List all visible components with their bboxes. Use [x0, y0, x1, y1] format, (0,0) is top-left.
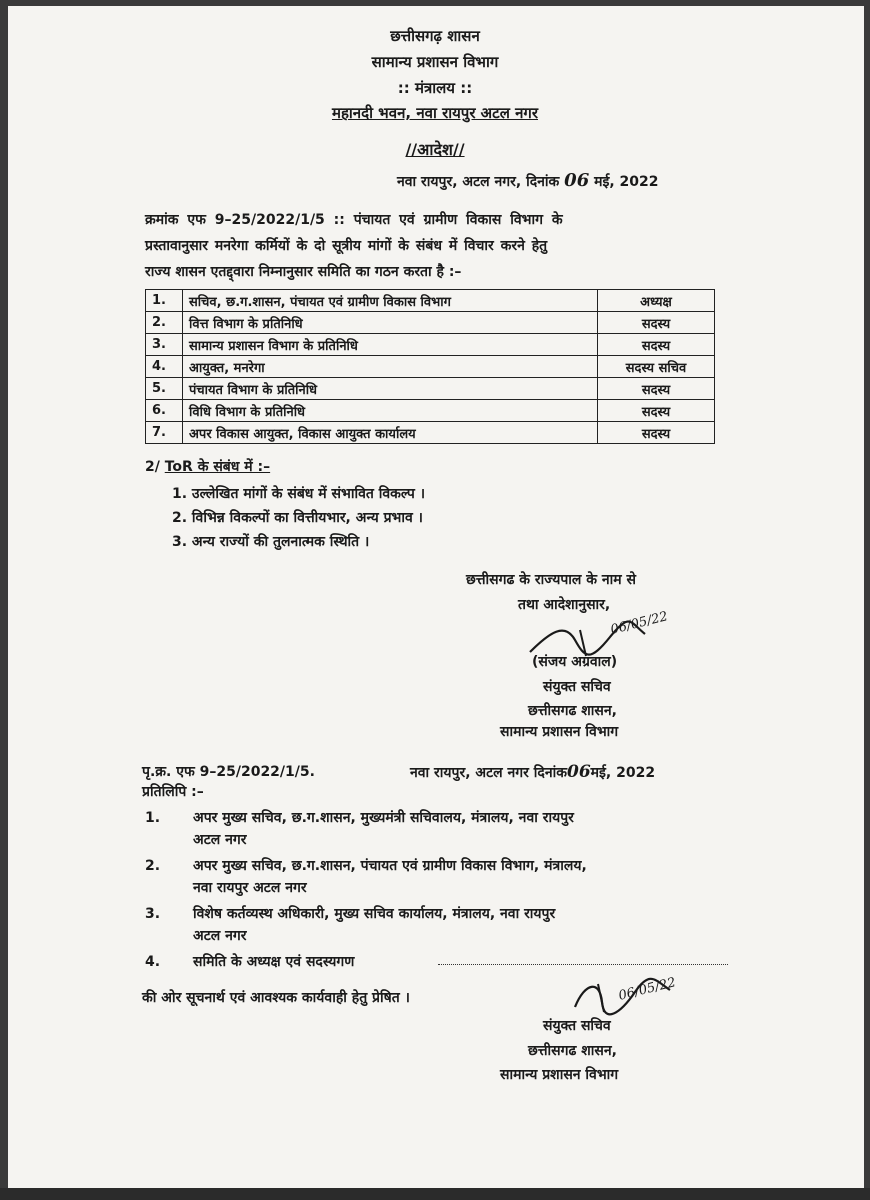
copy-item-line: अपर मुख्य सचिव, छ.ग.शासन, पंचायत एवं ग्रामीण विकास विभाग, मंत्रालय, [193, 858, 587, 874]
member-name: पंचायत विभाग के प्रतिनिधि [183, 378, 598, 400]
member-role: सदस्य [598, 378, 715, 400]
intro-line-3: राज्य शासन एतद्द्वारा निम्नानुसार समिति का गठन करता है :– [145, 264, 462, 280]
row-number: 5. [146, 378, 183, 400]
header-government: छत्तीसगढ़ शासन [390, 27, 480, 45]
authority-line-2: तथा आदेशानुसार, [518, 597, 611, 613]
tor-item: 2. विभिन्न विकल्पों का वित्तीयभार, अन्य प्रभाव । [172, 510, 423, 526]
table-row [146, 312, 715, 334]
copy-label: प्रतिलिपि :– [142, 784, 204, 800]
order-title: //आदेश// [405, 140, 465, 159]
copy-reference: पृ.क्र. एफ 9–25/2022/1/5. [142, 764, 315, 780]
header-department: सामान्य प्रशासन विभाग [371, 53, 499, 71]
copy-item-number: 3. [145, 906, 161, 922]
order-date-text: नवा रायपुर, अटल नगर, दिनांक [397, 174, 560, 190]
authority-line-1: छत्तीसगढ के राज्यपाल के नाम से [466, 572, 636, 588]
row-number: 4. [146, 356, 183, 378]
tor-heading-text: ToR के संबंध में :– [164, 459, 271, 475]
copy-item-line: नवा रायपुर अटल नगर [193, 880, 307, 896]
table-row [146, 400, 715, 422]
row-number: 1. [146, 290, 183, 312]
copy-date [410, 762, 655, 782]
copy-item-number: 2. [145, 858, 161, 874]
table-row [146, 334, 715, 356]
signatory-state: छत्तीसगढ शासन, [528, 1043, 617, 1059]
signatory-dept: सामान्य प्रशासन विभाग [500, 724, 619, 740]
copy-item-line: समिति के अध्यक्ष एवं सदस्यगण [193, 954, 355, 970]
member-name: विधि विभाग के प्रतिनिधि [183, 400, 598, 422]
copy-item-line: अपर मुख्य सचिव, छ.ग.शासन, मुख्यमंत्री सचिवालय, मंत्रालय, नवा रायपुर [193, 810, 574, 826]
signature-date-2: 06/05/22 [617, 975, 678, 1004]
dotted-fill-line [438, 964, 728, 965]
row-number: 6. [146, 400, 183, 422]
screen-bottom-edge [0, 1188, 870, 1200]
row-number: 7. [146, 422, 183, 444]
row-number: 3. [146, 334, 183, 356]
tor-heading-number: 2/ [145, 459, 160, 475]
tor-heading [145, 457, 270, 476]
header-mantralaya: :: मंत्रालय :: [397, 79, 473, 97]
committee-table [145, 289, 715, 444]
copy-date-suffix: मई, 2022 [590, 765, 656, 781]
copy-item-number: 1. [145, 810, 161, 826]
signatory-designation: संयुक्त सचिव [543, 679, 611, 695]
table-row [146, 356, 715, 378]
table-row [146, 378, 715, 400]
copy-date-text: नवा रायपुर, अटल नगर दिनांक [410, 765, 567, 781]
order-date [397, 170, 659, 191]
table-row [146, 290, 715, 312]
row-number: 2. [146, 312, 183, 334]
signature-date-1: 06/05/22 [609, 609, 670, 638]
order-date-handwritten: 06 [564, 170, 590, 191]
copy-item-line: विशेष कर्तव्यस्थ अधिकारी, मुख्य सचिव कार्यालय, मंत्रालय, नवा रायपुर [193, 906, 556, 922]
member-role: अध्यक्ष [598, 290, 715, 312]
intro-line-1: क्रमांक एफ 9–25/2022/1/5 :: पंचायत एवं ग्रामीण विकास विभाग के [145, 212, 563, 228]
member-name: सचिव, छ.ग.शासन, पंचायत एवं ग्रामीण विकास विभाग [183, 290, 598, 312]
member-role: सदस्य [598, 422, 715, 444]
copy-item-line: अटल नगर [193, 928, 247, 944]
copy-closing: की ओर सूचनार्थ एवं आवश्यक कार्यवाही हेतु प्रेषित । [142, 990, 410, 1006]
signatory-designation: संयुक्त सचिव [543, 1018, 611, 1034]
member-role: सदस्य सचिव [598, 356, 715, 378]
member-name: अपर विकास आयुक्त, विकास आयुक्त कार्यालय [183, 422, 598, 444]
tor-item: 3. अन्य राज्यों की तुलनात्मक स्थिति । [172, 534, 370, 550]
intro-line-2: प्रस्तावानुसार मनरेगा कर्मियों के दो सूत्रीय मांगों के संबंध में विचार करने हेतु [145, 238, 548, 254]
order-date-suffix: मई, 2022 [594, 174, 659, 190]
copy-date-handwritten: 06 [566, 762, 591, 782]
table-row [146, 422, 715, 444]
member-role: सदस्य [598, 312, 715, 334]
copy-item-number: 4. [145, 954, 161, 970]
tor-item: 1. उल्लेखित मांगों के संबंध में संभावित विकल्प । [172, 486, 426, 502]
member-role: सदस्य [598, 400, 715, 422]
member-name: सामान्य प्रशासन विभाग के प्रतिनिधि [183, 334, 598, 356]
signatory-dept: सामान्य प्रशासन विभाग [500, 1067, 619, 1083]
member-name: आयुक्त, मनरेगा [183, 356, 598, 378]
copy-item-line: अटल नगर [193, 832, 247, 848]
signatory-name: (संजय अग्रवाल) [532, 654, 618, 670]
member-name: वित्त विभाग के प्रतिनिधि [183, 312, 598, 334]
signatory-state: छत्तीसगढ शासन, [528, 703, 617, 719]
member-role: सदस्य [598, 334, 715, 356]
header-address: महानदी भवन, नवा रायपुर अटल नगर [331, 104, 539, 122]
